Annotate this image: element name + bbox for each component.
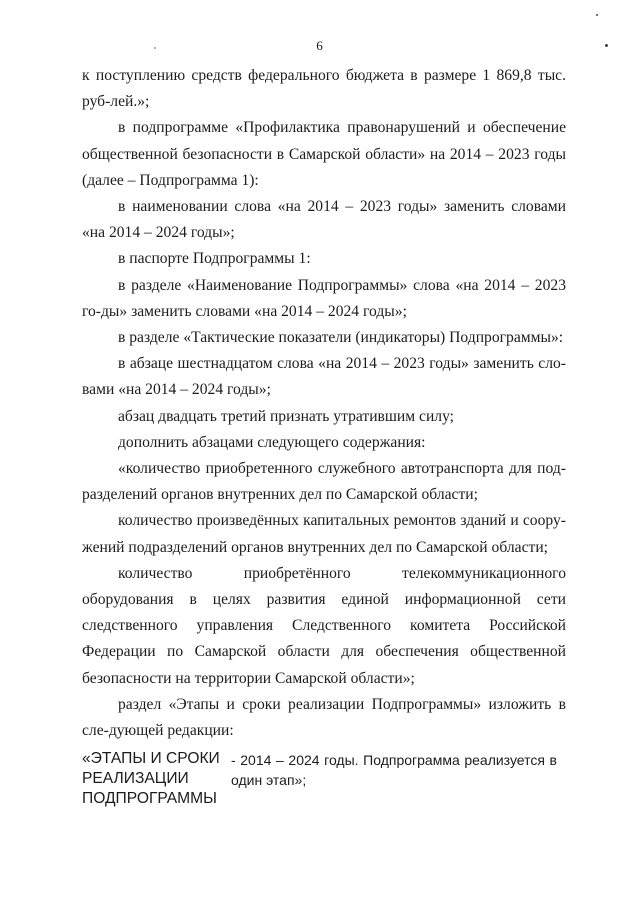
paragraph-11: количество произведённых капитальных ремонтов зданий и соору-жений подразделений органов внутренних дел по Самарской области; — [82, 512, 566, 556]
paragraph-12: количество приобретённого телекоммуникационного оборудования в целях развития единой информационной сети следственного управления Следственного комитета Российской Федерации по Самарской области для обеспечения общественной безопасности на территории Самарской области»; — [82, 564, 566, 687]
paragraph-4: в паспорте Подпрограммы 1: — [118, 250, 311, 268]
paragraph-8: абзац двадцать третий признать утратившим силу; — [118, 407, 455, 425]
paragraph-3: в наименовании слова «на 2014 – 2023 годы» заменить словами «на 2014 – 2024 годы»; — [82, 198, 566, 242]
paragraph-13: раздел «Этапы и сроки реализации Подпрограммы» изложить в сле-дующей редакции: — [82, 695, 566, 740]
paragraph-9: дополнить абзацами следующего содержания: — [118, 433, 426, 451]
scan-speck — [596, 14, 598, 16]
page-number: 6 — [316, 38, 323, 53]
paragraph-10: «количество приобретенного служебного автотранспорта для под-разделений органов внутренних дел по Самарской области; — [82, 460, 566, 504]
paragraph-1: к поступлению средств федерального бюджета в размере 1 869,8 тыс. руб-лей.»; — [82, 67, 566, 111]
paragraph-7: в абзаце шестнадцатом слова «на 2014 – 2023 годы» заменить сло-вами «на 2014 – 2024 годы»; — [82, 355, 566, 399]
passport-row-value: - 2014 – 2024 годы. Подпрограмма реализуется в один этап»; — [231, 752, 557, 788]
passport-row-label: «ЭТАПЫ И СРОКИ РЕАЛИЗАЦИИ ПОДПРОГРАММЫ — [82, 750, 220, 807]
document-body — [82, 63, 566, 744]
paragraph-6: в разделе «Тактические показатели (индикаторы) Подпрограммы»: — [118, 329, 564, 347]
paragraph-2: в подпрограмме «Профилактика правонарушений и обеспечение общественной безопасности в Самарской области» на 2014 – 2023 годы (далее – Подпрограмма 1): — [82, 119, 566, 189]
paragraph-5: в разделе «Наименование Подпрограммы» слова «на 2014 – 2023 го-ды» заменить словами «на 2014 – 2024 годы»; — [82, 276, 566, 320]
scan-speck — [154, 47, 156, 49]
scan-speck — [605, 44, 608, 47]
